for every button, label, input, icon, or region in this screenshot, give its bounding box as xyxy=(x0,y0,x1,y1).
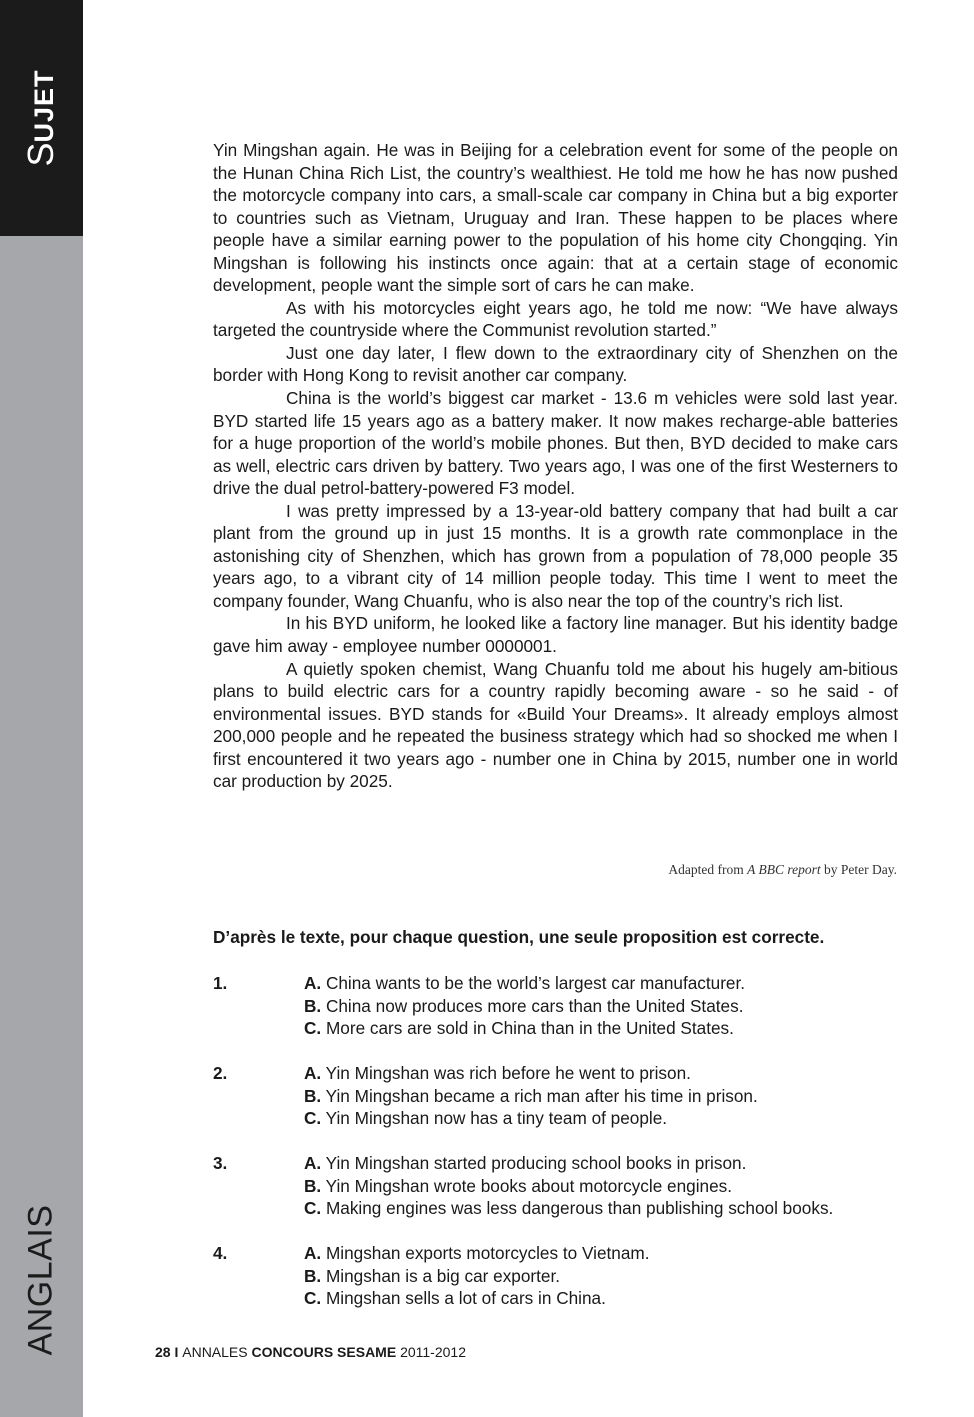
paragraph: I was pretty impressed by a 13-year-old battery company that had built a car plant from the ground up in just 15 months. It is a growth rate commonplace in the astonishing city of Shenzhen, which has grown from a population of 78,000 people 35 years ago, to a vibrant city of 14 million people today. This time I went to meet the company founder, Wang Chuanfu, who is also near the top of the country’s rich list. xyxy=(213,500,898,611)
option-b: B. China now produces more cars than the United States. xyxy=(304,995,744,1016)
option-c: C. Making engines was less dangerous than publishing school books. xyxy=(304,1198,834,1218)
paragraph: In his BYD uniform, he looked like a factory line manager. But his identity badge gave him away - employee number 0000001. xyxy=(213,613,898,657)
source-citation: Adapted from A BBC report by Peter Day. xyxy=(668,862,897,877)
question-number: 4. xyxy=(213,1243,228,1263)
article-body xyxy=(213,139,898,793)
option-c: C. More cars are sold in China than in the United States. xyxy=(304,1018,734,1038)
option-c: C. Yin Mingshan now has a tiny team of people. xyxy=(304,1108,668,1128)
page-number: 28 xyxy=(155,1344,171,1360)
section-label-sujet: SUJET xyxy=(20,69,61,167)
options xyxy=(304,1152,833,1220)
paragraph: As with his motorcycles eight years ago, he told me now: “We have always targeted the countryside where the Communist revolution started.” xyxy=(213,297,898,341)
paragraph: Yin Mingshan again. He was in Beijing for a celebration event for some of the people on the Hunan China Rich List, the country’s wealthiest. He told me how he has now pushed the motorcycle company into cars, a small-scale car company in China but a big exporter to countries such as Vietnam, Uruguay and Iran. These happen to be places where people have a similar earning power to the population of his home city Chongqing. Yin Mingshan is following his instincts once again: that at a certain stage of economic development, people want the simple sort of cars he can make. xyxy=(213,140,898,296)
option-a: A. Yin Mingshan was rich before he went to prison. xyxy=(304,1063,691,1083)
question-number: 3. xyxy=(213,1153,228,1173)
options xyxy=(304,972,745,1040)
option-a: A. Yin Mingshan started producing school books in prison. xyxy=(304,1153,747,1173)
option-a: A. Mingshan exports motorcycles to Vietnam. xyxy=(304,1243,650,1263)
page-footer: 28 I ANNALES CONCOURS SESAME 2011-2012 xyxy=(155,1344,466,1360)
instruction-heading: D’après le texte, pour chaque question, une seule proposition est correcte. xyxy=(213,927,825,947)
paragraph: Just one day later, I flew down to the extraordinary city of Shenzhen on the border with Hong Kong to revisit another car company. xyxy=(213,342,898,386)
option-a: A. China wants to be the world’s largest car manufacturer. xyxy=(304,973,746,993)
subject-label-anglais: ANGLAIS xyxy=(21,1204,60,1356)
option-c: C. Mingshan sells a lot of cars in China. xyxy=(304,1288,606,1308)
option-b: B. Yin Mingshan became a rich man after his time in prison. xyxy=(304,1085,758,1106)
option-b: B. Mingshan is a big car exporter. xyxy=(304,1265,561,1286)
options xyxy=(304,1242,650,1310)
paragraph: A quietly spoken chemist, Wang Chuanfu told me about his hugely am-bitious plans to build electric cars for a country rapidly becoming aware - so he said - of environmental issues. BYD stands for «Build Your Dreams». It already employs almost 200,000 people and he repeated the business strategy which had so shocked me when I first encountered it two years ago - number one in China by 2015, number one in world car production by 2025. xyxy=(213,658,898,792)
options xyxy=(304,1062,758,1130)
question-number: 1. xyxy=(213,973,228,993)
question-number: 2. xyxy=(213,1063,228,1083)
paragraph: China is the world’s biggest car market - 13.6 m vehicles were sold last year. BYD started life 15 years ago as a battery maker. It now makes recharge-able batteries for a huge proportion of the world’s mobile phones. But then, BYD decided to make cars as well, electric cars driven by battery. Two years ago, I was one of the first Westerners to drive the dual petrol-battery-powered F3 model. xyxy=(213,388,898,499)
option-b: B. Yin Mingshan wrote books about motorcycle engines. xyxy=(304,1175,733,1196)
